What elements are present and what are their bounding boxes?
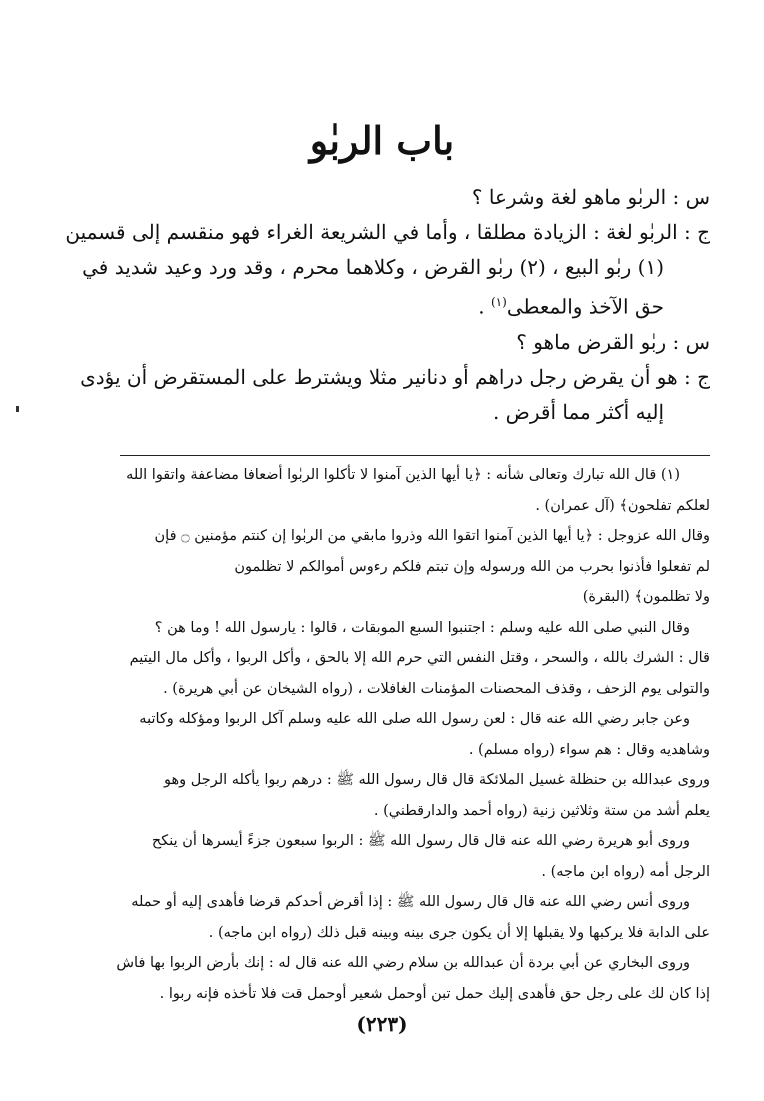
question-2: س : ربٰو القرض ماهو ؟ [516,329,710,354]
answer-1-line-1: ج : الربٰو لغة : الزيادة مطلقا ، وأما في الشريعة الغراء فهو منقسم إلى قسمين [65,220,710,244]
note-line: لم تفعلوا فأذنوا بحرب من الله ورسوله وإن تبتم فلكم رءوس أموالكم لا تظلمون [234,558,710,575]
answer-1-line-2: (١) ربٰو البيع ، (٢) ربٰو القرض ، وكلاهما محرم ، وقد ورد وعيد شديد في [82,255,664,279]
note-line: يعلم أشد من ستة وثلاثين زنية (رواه أحمد والدارقطني) . [373,802,710,819]
note-line: وشاهديه وقال : هم سواء (رواه مسلم) . [468,741,710,758]
note-line: قال : الشرك بالله ، والسحر ، وقتل النفس التي حرم الله إلا بالحق ، وأكل الربوا ، وأكل مال اليتيم [129,650,710,666]
note-line: إذا كان لك على رجل حق فأهدى إليك حمل تبن أوحمل شعير أوحمل قت فلا تأخذه فإنه ربوا . [159,985,710,1002]
qa-block [58,180,710,430]
note-line: (١) قال الله تبارك وتعالى شأنه : ﴿يا أيها الذين آمنوا لا تأكلوا الربٰوا أضعافا مضاعفة واتقوا الله [126,467,680,483]
answer-2-line-1: ج : هو أن يقرض رجل دراهم أو دنانير مثلا ويشترط على المستقرض أن يؤدى [80,364,710,389]
note-line: والتولى يوم الزحف ، وقذف المحصنات المؤمنات الغافلات ، (رواه الشيخان عن أبي هريرة) . [163,680,710,697]
note-line: وعن جابر رضي الله عنه قال : لعن رسول الله صلى الله عليه وسلم آكل الربوا ومؤكله وكاتبه [139,711,690,727]
answer-1-line-3 [58,285,710,325]
answer-2-line-2: إليه أكثر مما أقرض . [492,399,664,424]
page-number: (٢٢٣) [356,1012,408,1036]
note-line: وروى أنس رضي الله عنه قال قال رسول الله ﷺ : إذا أقرض أحدكم قرضا فأهدى إليه أو حمله [131,894,690,910]
answer-1-line-3-tail: . [478,294,491,319]
footnote-ref: (١) [490,295,507,309]
margin-mark [16,406,19,412]
note-line: وقال الله عزوجل : ﴿يا أيها الذين آمنوا اتقوا الله وذروا مابقي من الربٰوا إن كنتم مؤمنين ۝ فإن [154,528,710,544]
note-line: وروى البخاري عن أبي بردة أن عبدالله بن سلام رضي الله عنه قال له : إنك بأرض الربوا بها فاش [116,955,690,971]
footnotes [54,460,710,1009]
note-line: وروى أبو هريرة رضي الله عنه قال قال رسول الله ﷺ : الربوا سبعون جزءً أيسرها أن ينكح [151,833,690,849]
note-line: لعلكم تفلحون﴾ (آل عمران) . [535,497,710,514]
answer-1-line-3-text: حق الآخذ والمعطى [506,294,664,319]
note-line: وروى عبدالله بن حنظلة غسيل الملائكة قال قال رسول الله ﷺ : درهم ربوا يأكله الرجل وهو [164,772,710,788]
note-line: ولا تظلمون﴾ (البقرة) [582,589,710,605]
chapter-title: باب الربٰو [309,118,455,163]
note-line: على الدابة فلا يركبها ولا يقبلها إلا أن يكون جرى بينه وبينه قبل ذلك (رواه ابن ماجه) . [208,924,710,941]
note-line: الرجل أمه (رواه ابن ماجه) . [541,863,710,880]
footnote-separator [120,455,710,456]
question-1: س : الربٰو ماهو لغة وشرعا ؟ [471,185,710,209]
note-line: وقال النبي صلى الله عليه وسلم : اجتنبوا السبع الموبقات ، قالوا : يارسول الله ! وما هن ؟ [154,619,690,636]
